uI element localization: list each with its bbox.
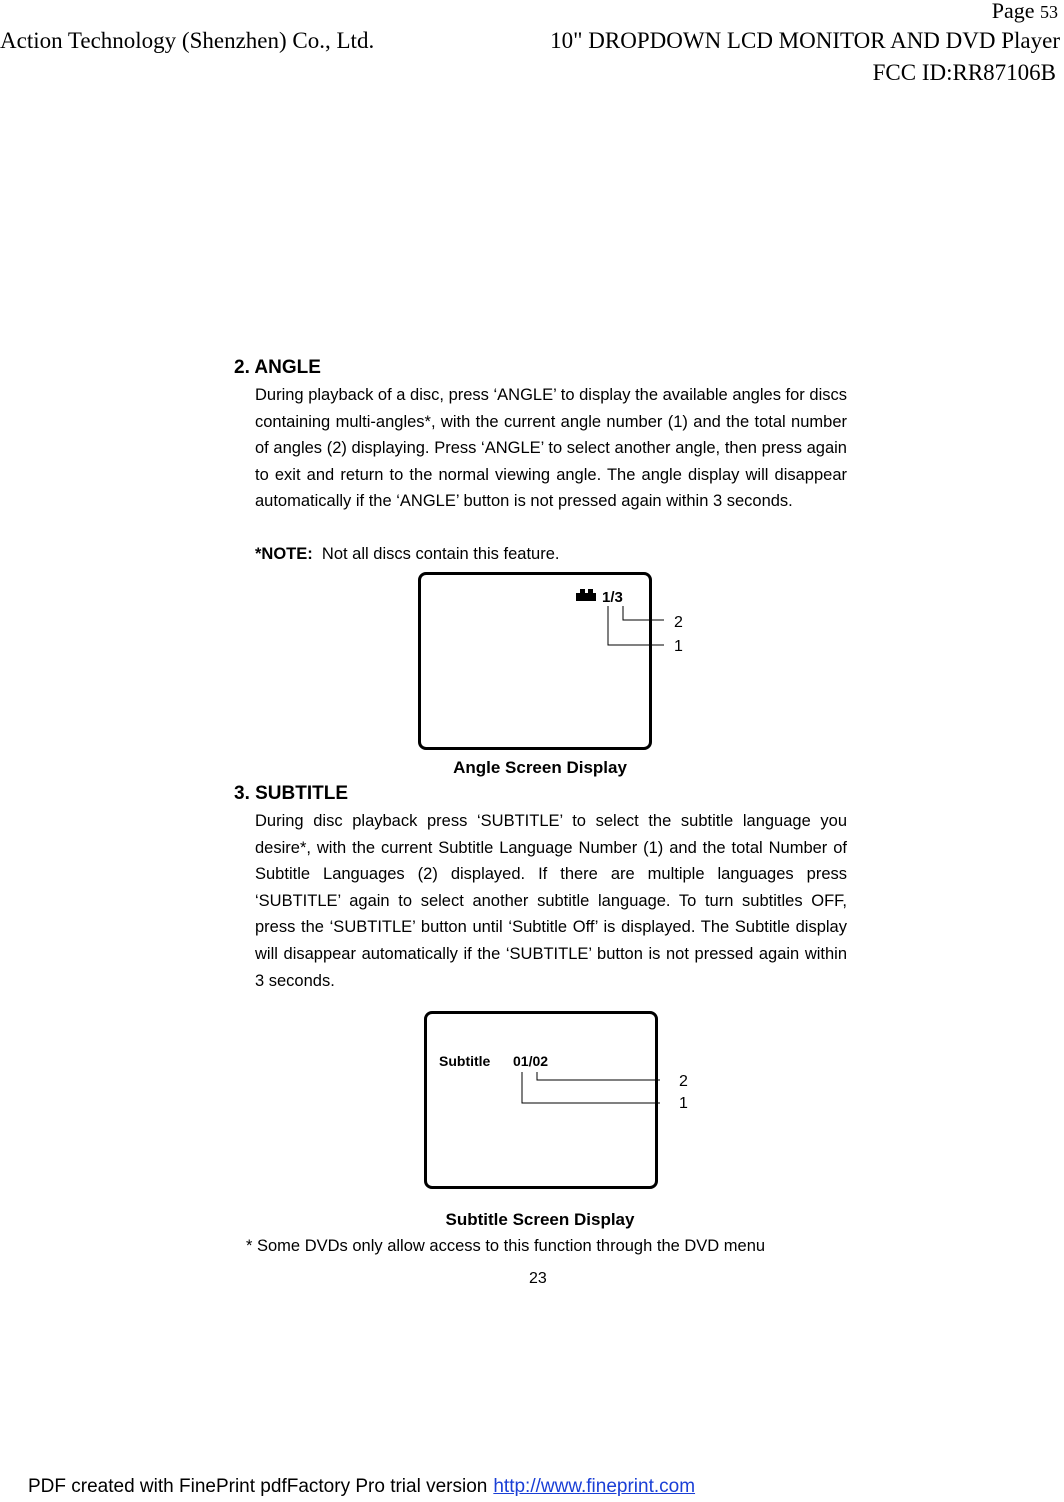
subtitle-caption: Subtitle Screen Display xyxy=(445,1210,635,1229)
subtitle-display-label: Subtitle xyxy=(439,1053,491,1069)
manual-page-number: 23 xyxy=(529,1270,547,1287)
subtitle-callout-2: 2 xyxy=(679,1073,688,1090)
angle-note xyxy=(255,541,847,568)
subtitle-callout-1: 1 xyxy=(679,1095,688,1112)
note-label: *NOTE: xyxy=(255,545,313,563)
angle-display-value: 1/3 xyxy=(602,589,623,606)
product-title: 10" DROPDOWN LCD MONITOR AND DVD Player xyxy=(550,28,1060,53)
angle-callout-1: 1 xyxy=(674,638,683,655)
company-name: Action Technology (Shenzhen) Co., Ltd. xyxy=(0,28,375,53)
angle-callout-2: 2 xyxy=(674,614,683,631)
note-text: Not all discs contain this feature. xyxy=(321,545,560,563)
angle-heading: 2. ANGLE xyxy=(234,357,321,378)
subtitle-callout-line-2 xyxy=(537,1072,660,1080)
fcc-id: FCC ID:RR87106B xyxy=(872,60,1056,85)
subtitle-footnote: * Some DVDs only allow access to this function through the DVD menu xyxy=(246,1237,766,1255)
subtitle-display-value: 01/02 xyxy=(513,1053,549,1069)
subtitle-callout-line-1 xyxy=(522,1072,660,1103)
pdf-footer xyxy=(28,1476,695,1498)
subtitle-callout-diagram xyxy=(430,1040,710,1120)
camera-icon xyxy=(576,589,596,601)
subtitle-body: During disc playback press ‘SUBTITLE’ to select the subtitle language you desire*, with the current Subtitle Language Number (1) and the total Number of Subtitle Languages (2) displayed. If there are multiple languages press ‘SUBTITLE’ again to select another subtitle language. To turn subtitles OFF, press the ‘SUBTITLE’ button until ‘Subtitle Off’ is displayed. The Subtitle display will disappear automatically if the ‘SUBTITLE’ button is not pressed again within 3 seconds. xyxy=(255,812,847,990)
footer-text: PDF created with FinePrint pdfFactory Pro trial version xyxy=(28,1476,488,1497)
callout-line-1 xyxy=(608,606,664,645)
subtitle-heading: 3. SUBTITLE xyxy=(234,783,349,804)
callout-line-2 xyxy=(623,606,664,620)
page-label: Page xyxy=(991,0,1035,23)
page-number xyxy=(992,0,1058,24)
angle-body: During playback of a disc, press ‘ANGLE’ to display the available angles for discs containing multi-angles*, with the current angle number (1) and the total number of angles (2) displaying. Press ‘ANGLE’ to select another angle, then press again to exit and return to the normal viewing angle. The angle display will disappear automatically if the ‘ANGLE’ button is not pressed again within 3 seconds. xyxy=(255,386,847,511)
footer-link[interactable]: http://www.fineprint.com xyxy=(493,1476,696,1497)
angle-caption: Angle Screen Display xyxy=(453,758,627,777)
angle-callout-diagram xyxy=(560,580,700,660)
page-number-value: 53 xyxy=(1040,2,1058,22)
